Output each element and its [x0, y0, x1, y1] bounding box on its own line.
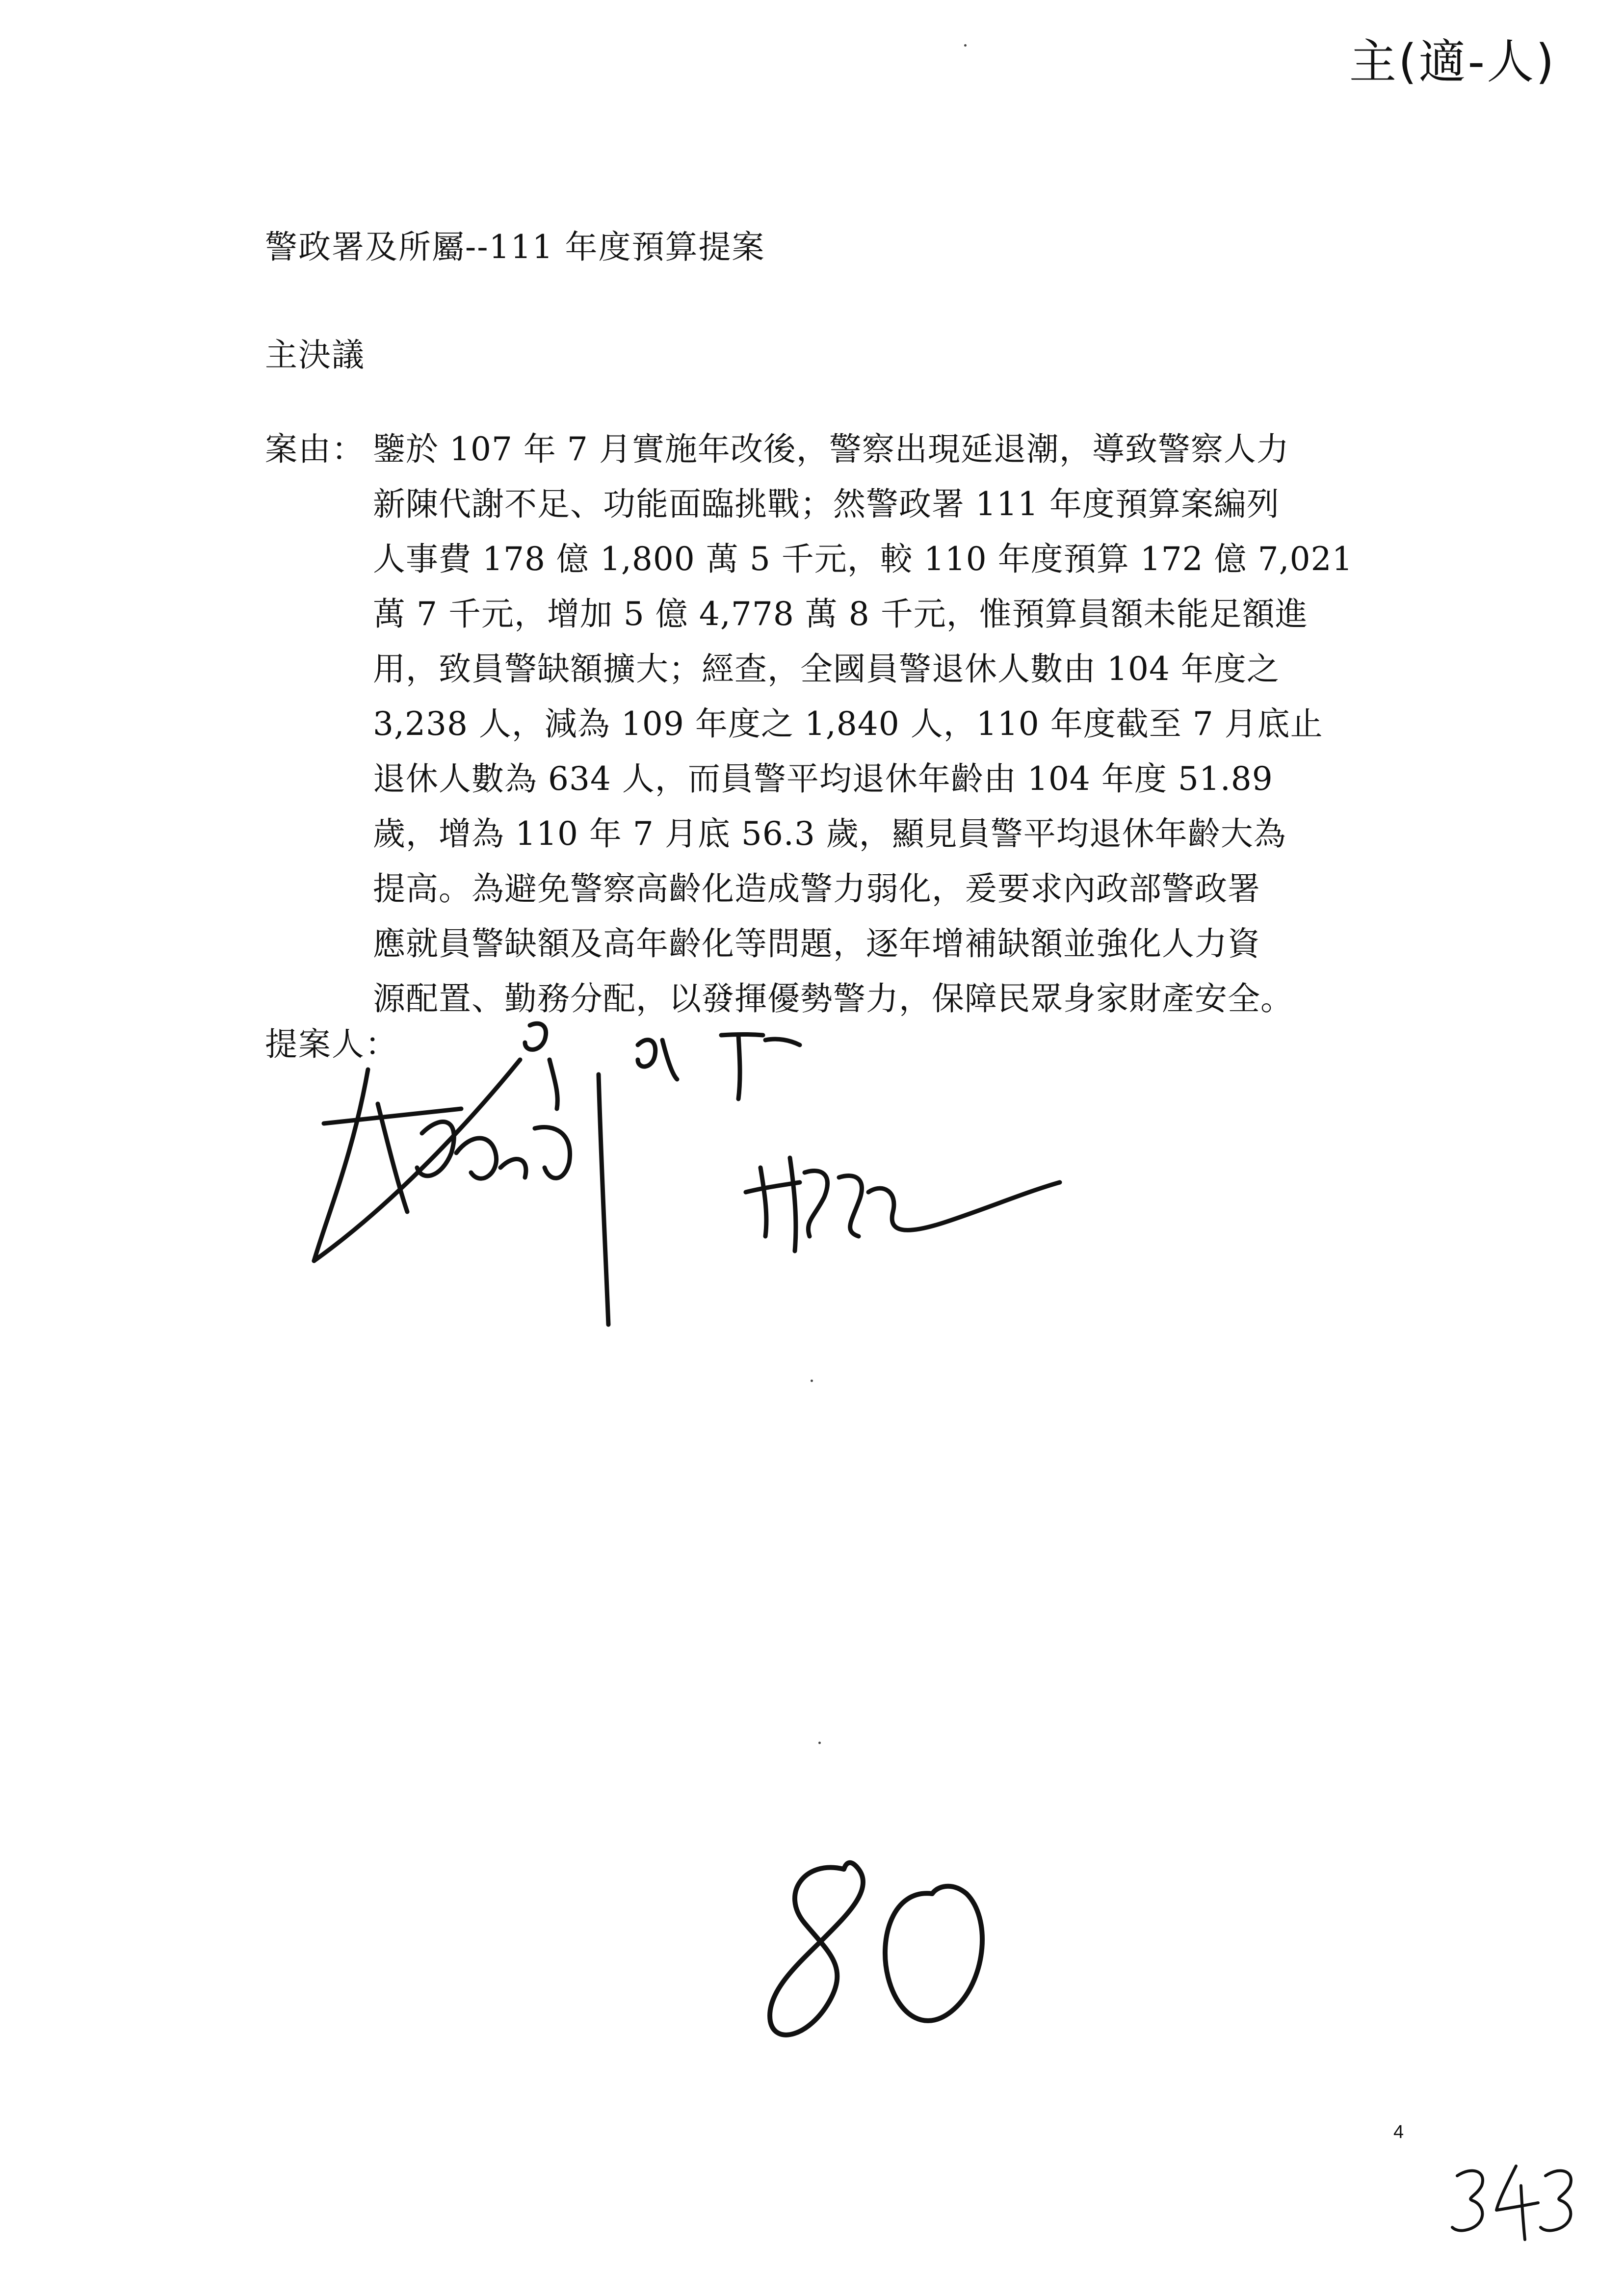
handwritten-signatures	[294, 1006, 1178, 1349]
case-label: 案由：	[265, 430, 365, 468]
handwritten-number-80	[760, 1840, 1016, 2065]
scan-speck	[818, 1742, 821, 1744]
case-line: 應就員警缺額及高年齡化等問題，逐年增補缺額並強化人力資	[373, 925, 1260, 963]
case-line: 源配置、勤務分配，以發揮優勢警力，保障民眾身家財產安全。	[373, 980, 1293, 1018]
handwritten-number-343	[1447, 2156, 1595, 2244]
case-line: 歲，增為 110 年 7 月底 56.3 歲，顯見員警平均退休年齡大為	[373, 815, 1286, 853]
case-line: 萬 7 千元，增加 5 億 4,778 萬 8 千元，惟預算員額未能足額進	[373, 595, 1308, 633]
case-line: 3,238 人，減為 109 年度之 1,840 人，110 年度截至 7 月底止	[373, 705, 1323, 743]
scan-speck	[964, 44, 967, 47]
proposer-label: 提案人：	[265, 1025, 398, 1063]
case-body	[373, 422, 1403, 1026]
page-number: 4	[1393, 2122, 1404, 2142]
case-line: 提高。為避免警察高齡化造成警力弱化，爰要求內政部警政署	[373, 870, 1260, 908]
resolution-type: 主決議	[265, 336, 365, 374]
case-line: 用，致員警缺額擴大；經查，全國員警退休人數由 104 年度之	[373, 650, 1280, 688]
scan-speck	[811, 1380, 813, 1382]
page-title: 警政署及所屬--111 年度預算提案	[265, 228, 765, 266]
handwritten-annotation-top: 主(適-人)	[1349, 34, 1556, 89]
case-line: 鑒於 107 年 7 月實施年改後，警察出現延退潮，導致警察人力	[373, 430, 1289, 468]
case-line: 新陳代謝不足、功能面臨挑戰；然警政署 111 年度預算案編列	[373, 485, 1280, 523]
case-line: 退休人數為 634 人，而員警平均退休年齡由 104 年度 51.89	[373, 760, 1273, 798]
case-line: 人事費 178 億 1,800 萬 5 千元，較 110 年度預算 172 億 7,021	[373, 540, 1353, 578]
